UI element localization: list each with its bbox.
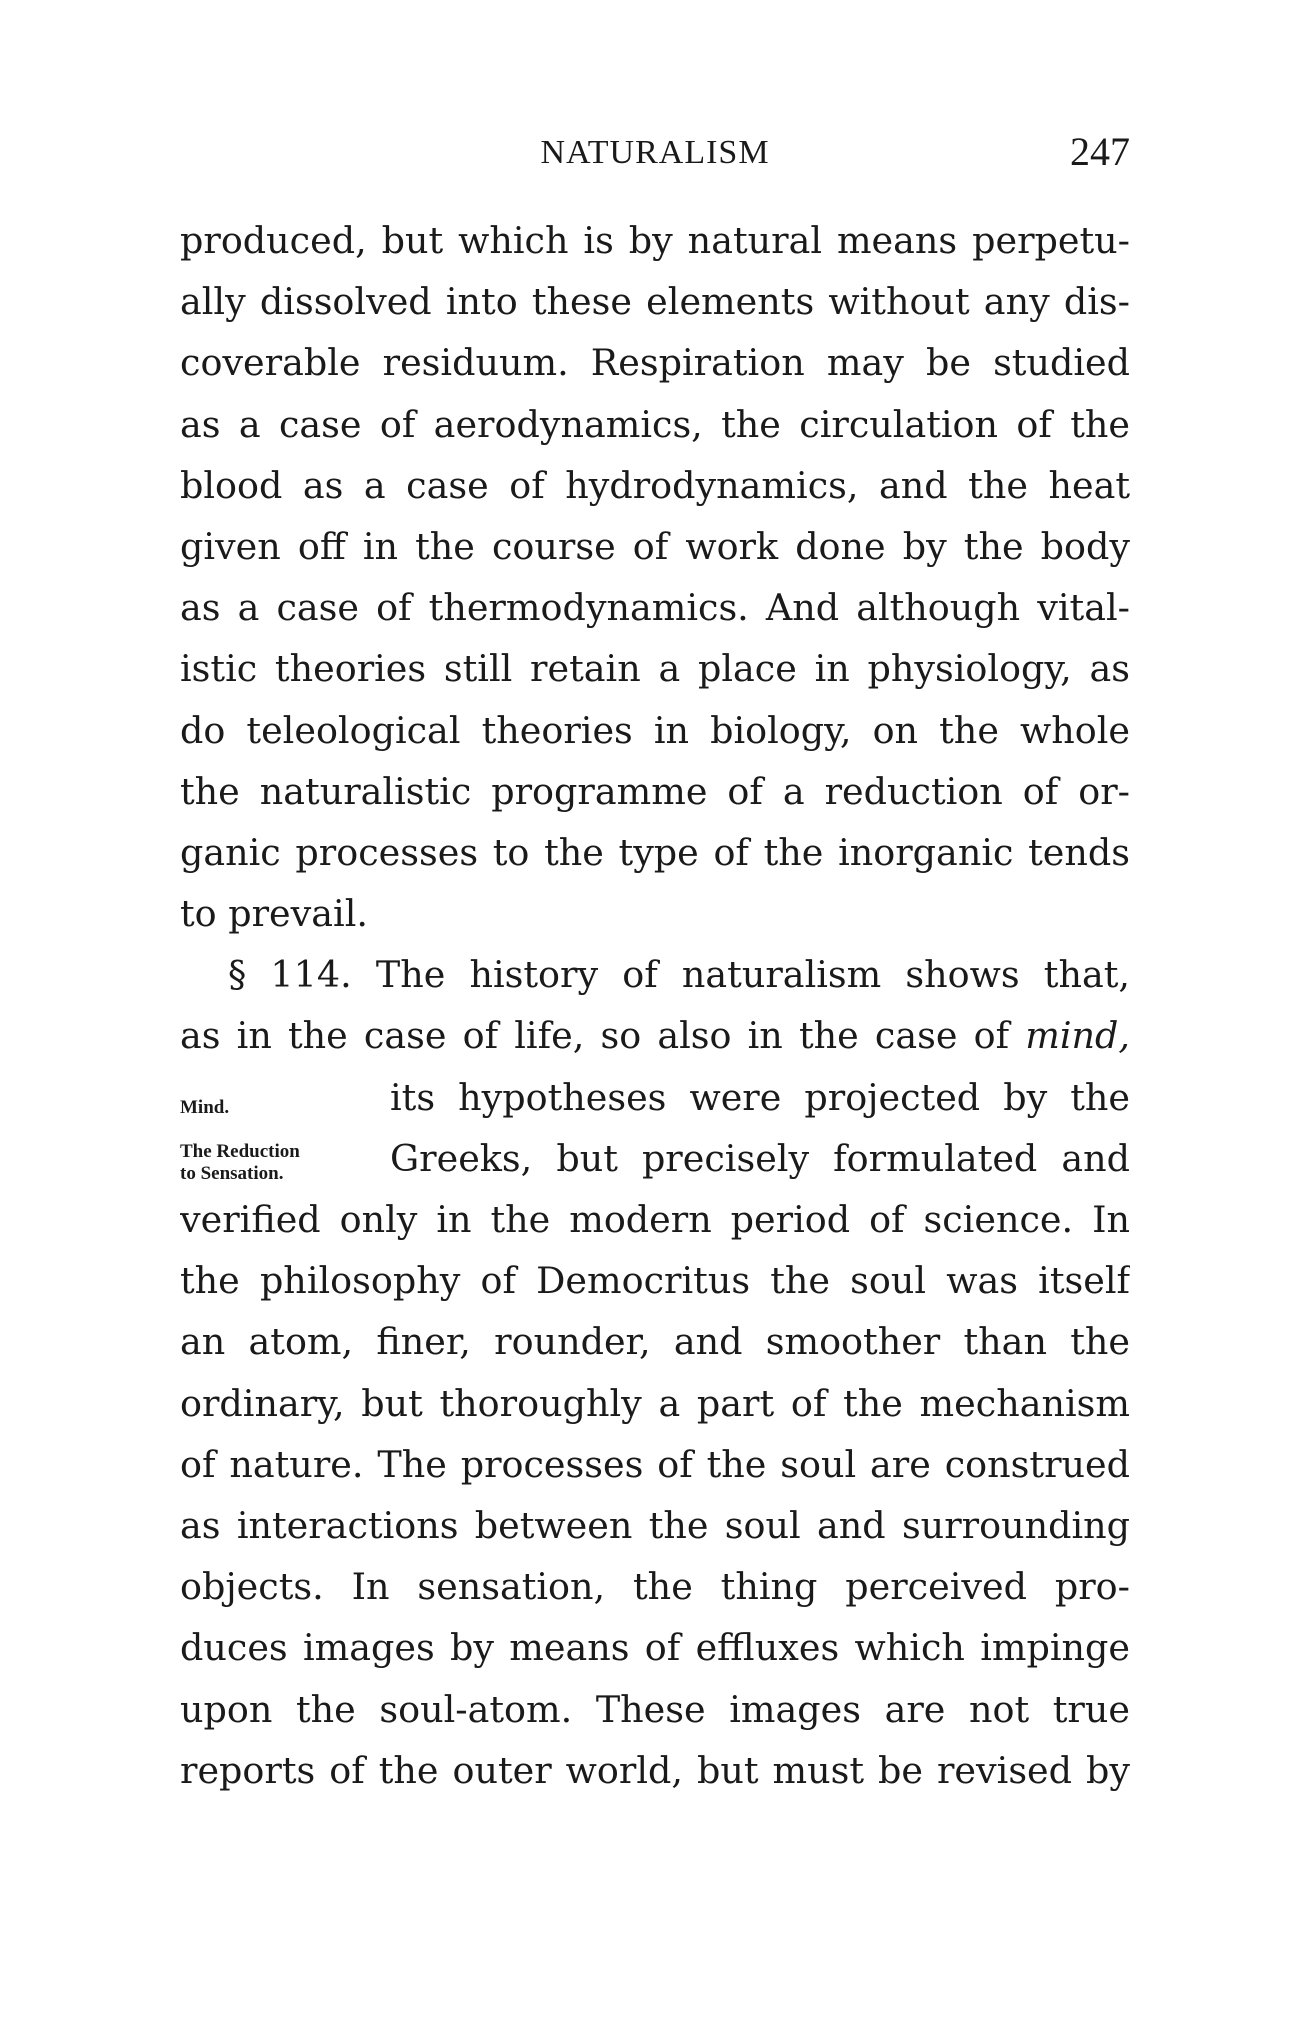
text-line: duces images by means of effluxes which impinge xyxy=(180,1626,1130,1670)
text-line: do teleological theories in biology, on the whole xyxy=(180,708,1130,752)
running-head xyxy=(180,128,1130,188)
text-line: istic theories still retain a place in physiology, as xyxy=(180,647,1130,691)
text-line: ordinary, but thoroughly a part of the mechanism xyxy=(180,1381,1130,1425)
page-number: 247 xyxy=(1070,129,1130,174)
text-line: an atom, finer, rounder, and smoother than the xyxy=(180,1320,1130,1364)
text-line: as a case of thermodynamics. And although vital- xyxy=(180,586,1130,630)
body-text xyxy=(180,210,1130,1801)
margin-note-line: The Reduction xyxy=(180,1141,300,1162)
text-line: coverable residuum. Respiration may be studied xyxy=(180,341,1130,385)
text-line: its hypotheses were projected by the xyxy=(390,1075,1130,1119)
text-line: Greeks, but precisely formulated and xyxy=(390,1136,1130,1180)
text-line xyxy=(180,1005,1130,1066)
text-line: to prevail. xyxy=(180,892,368,936)
italic-word: mind, xyxy=(1025,1014,1130,1058)
text-line: blood as a case of hydrodynamics, and the heat xyxy=(180,463,1130,507)
text-line: ganic processes to the type of the inorganic tends xyxy=(180,830,1130,874)
text-line: upon the soul-atom. These images are not true xyxy=(180,1687,1130,1731)
text-line: given off in the course of work done by the body xyxy=(180,524,1130,568)
text-line: produced, but which is by natural means perpetu- xyxy=(180,219,1130,262)
text-line: of nature. The processes of the soul are construed xyxy=(180,1442,1130,1486)
text-line: as a case of aerodynamics, the circulation of the xyxy=(180,402,1130,446)
text-line: the philosophy of Democritus the soul was itself xyxy=(180,1259,1130,1303)
text-line: ally dissolved into these elements without any dis- xyxy=(180,280,1130,324)
text-segment: as in the case of life, so also in the case of xyxy=(180,1014,1026,1058)
text-line: verified only in the modern period of science. In xyxy=(180,1198,1130,1241)
margin-note-line: Mind. xyxy=(180,1097,230,1118)
text-line: as interactions between the soul and surrounding xyxy=(180,1503,1130,1547)
text-line: the naturalistic programme of a reduction of or- xyxy=(180,769,1130,813)
section-start-line: § 114. The history of naturalism shows that, xyxy=(228,953,1130,997)
text-line: reports of the outer world, but must be revised by xyxy=(180,1748,1130,1792)
margin-note-line: to Sensation. xyxy=(180,1163,284,1184)
running-title: NATURALISM xyxy=(540,134,770,171)
text-line: objects. In sensation, the thing perceived pro- xyxy=(180,1565,1130,1609)
